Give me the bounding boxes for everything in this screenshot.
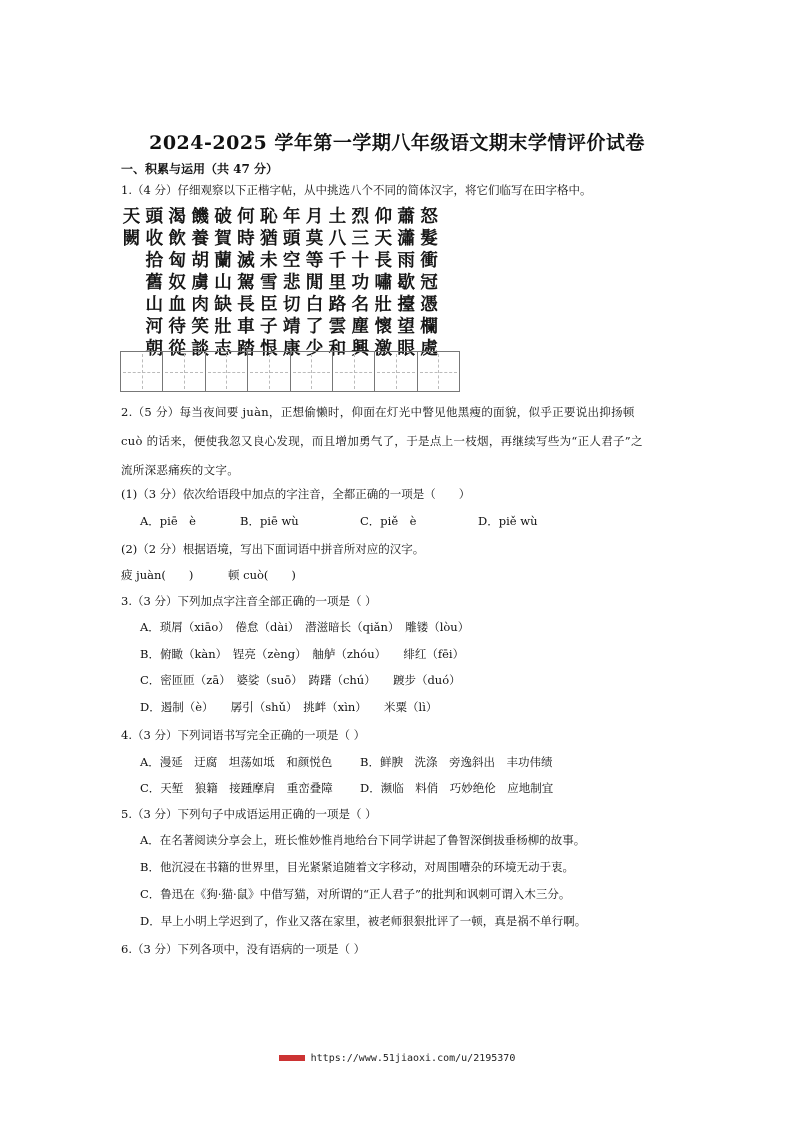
- q5-option-d[interactable]: D．早上小明上学迟到了，作业又落在家里，被老师狠狠批评了一顿，真是祸不单行啊。: [140, 914, 587, 928]
- calligraphy-char: 志: [214, 338, 232, 359]
- calligraphy-char: 未: [259, 250, 278, 271]
- question-6-stem: 6.（3 分）下列各项中，没有语病的一项是（ ）: [121, 942, 366, 956]
- calligraphy-char: 頭: [145, 206, 164, 227]
- calligraphy-char: 談: [191, 338, 209, 359]
- calligraphy-char: 舊: [145, 272, 164, 293]
- site-logo-icon: [279, 1055, 305, 1061]
- calligraphy-char: 少: [305, 338, 324, 359]
- q4-option-c[interactable]: C．天堑 狼籍 接踵摩肩 重峦叠障: [140, 781, 333, 795]
- calligraphy-char: 駕: [237, 272, 255, 293]
- calligraphy-char: 河: [145, 316, 164, 337]
- q4-option-b[interactable]: B．鲜腴 洗涤 旁逸斜出 丰功伟绩: [360, 755, 553, 769]
- q2-option-a[interactable]: A．piē è: [140, 514, 196, 528]
- calligraphy-row: [120, 294, 440, 316]
- calligraphy-char: 憑: [420, 294, 438, 315]
- tianzige-cell[interactable]: [375, 352, 417, 391]
- tianzige-cell[interactable]: [418, 352, 459, 391]
- calligraphy-copybook: [120, 206, 440, 360]
- calligraphy-char: 血: [168, 294, 187, 315]
- calligraphy-char: 蕭: [397, 206, 415, 227]
- calligraphy-row: [120, 316, 440, 338]
- tianzige-cell[interactable]: [121, 352, 163, 391]
- calligraphy-char: 懷: [374, 316, 393, 337]
- calligraphy-char: 十: [351, 250, 370, 271]
- calligraphy-char: 虜: [191, 272, 209, 293]
- footer-url[interactable]: https://www.51jiaoxi.com/u/2195370: [310, 1053, 516, 1064]
- calligraphy-char: 收: [145, 228, 164, 249]
- calligraphy-char: 怒: [420, 206, 438, 227]
- calligraphy-row: [120, 250, 440, 272]
- calligraphy-char: 興: [351, 338, 370, 359]
- calligraphy-char: 髮: [420, 228, 438, 249]
- calligraphy-char: 空: [282, 250, 301, 271]
- calligraphy-char: 壯: [374, 294, 393, 315]
- calligraphy-char: 踏: [237, 338, 255, 359]
- calligraphy-char: 擡: [397, 294, 415, 315]
- question-4-stem: 4.（3 分）下列词语书写完全正确的一项是（ ）: [121, 728, 366, 742]
- tianzige-cell[interactable]: [206, 352, 248, 391]
- calligraphy-char: 雪: [259, 272, 278, 293]
- calligraphy-char: 功: [351, 272, 370, 293]
- calligraphy-char: 恨: [259, 338, 278, 359]
- calligraphy-char: 何: [237, 206, 255, 227]
- q2-option-b[interactable]: B．piē wù: [240, 514, 299, 528]
- question-2-sub1: (1)（3 分）依次给语段中加点的字注音，全都正确的一项是（ ）: [121, 487, 471, 501]
- page-footer: [0, 1053, 794, 1064]
- calligraphy-char: 了: [305, 316, 324, 337]
- calligraphy-char: 缺: [214, 294, 232, 315]
- calligraphy-char: 閒: [305, 272, 324, 293]
- calligraphy-char: 恥: [259, 206, 278, 227]
- calligraphy-char: 月: [305, 206, 324, 227]
- q3-option-a[interactable]: A．琐屑（xiāo） 倦怠（dài） 潜滋暗长（qiǎn） 雕镂（lòu）: [140, 620, 470, 634]
- calligraphy-char: 飲: [168, 228, 187, 249]
- calligraphy-char: 笑: [191, 316, 209, 337]
- question-5-stem: 5.（3 分）下列句子中成语运用正确的一项是（ ）: [121, 807, 377, 821]
- calligraphy-char: 雨: [397, 250, 415, 271]
- calligraphy-char: 眼: [397, 338, 415, 359]
- calligraphy-char: 激: [374, 338, 393, 359]
- question-2-sub2: (2)（2 分）根据语境，写出下面词语中拼音所对应的汉字。: [121, 542, 425, 556]
- q2-blank-cuo[interactable]: 顿 cuò( ): [228, 568, 296, 582]
- q2-option-c[interactable]: C．piě è: [360, 514, 417, 528]
- calligraphy-char: 欄: [420, 316, 438, 337]
- tianzige-cell[interactable]: [333, 352, 375, 391]
- q2-blank-juan[interactable]: 疲 juàn( ): [121, 568, 194, 582]
- calligraphy-char: 三: [351, 228, 370, 249]
- calligraphy-char: 和: [328, 338, 347, 359]
- calligraphy-char: 破: [214, 206, 232, 227]
- exam-title: 2024-2025 学年第一学期八年级语文期末学情评价试卷: [149, 132, 645, 154]
- calligraphy-char: 時: [237, 228, 255, 249]
- calligraphy-char: 雲: [328, 316, 347, 337]
- calligraphy-char: 臣: [259, 294, 278, 315]
- calligraphy-char: 康: [282, 338, 301, 359]
- q4-option-a[interactable]: A．漫延 迂腐 坦荡如坻 和颜悦色: [140, 755, 333, 769]
- calligraphy-char: 山: [214, 272, 232, 293]
- calligraphy-char: 長: [374, 250, 393, 271]
- question-2-passage: 2.（5 分）每当夜间要 juàn，正想偷懒时，仰面在灯光中瞥见他黑瘦的面貌，似乎正要说出抑扬顿 cuò 的话来，便使我忽又良心发现，而且增加勇气了，于是点上一枝烟，再继续写些为“正人君子”之流所深恶痛疾的文字。: [121, 405, 643, 477]
- calligraphy-char: 山: [145, 294, 164, 315]
- calligraphy-char: 路: [328, 294, 347, 315]
- q2-option-d[interactable]: D．piě wù: [478, 514, 538, 528]
- calligraphy-row: [120, 206, 440, 228]
- calligraphy-char: 養: [191, 228, 209, 249]
- q3-option-c[interactable]: C．密匝匝（zā） 婆娑（suō） 踌躇（chú） 踱步（duó）: [140, 673, 461, 687]
- calligraphy-char: 靖: [282, 316, 301, 337]
- calligraphy-char: 名: [351, 294, 370, 315]
- q5-option-b[interactable]: B．他沉浸在书籍的世界里，目光紧紧追随着文字移动，对周围嘈杂的环境无动于衷。: [140, 860, 574, 874]
- calligraphy-char: 拾: [145, 250, 164, 271]
- calligraphy-char: 饑: [191, 206, 209, 227]
- calligraphy-char: 肉: [191, 294, 209, 315]
- calligraphy-char: 仰: [374, 206, 393, 227]
- calligraphy-char: 里: [328, 272, 347, 293]
- calligraphy-char: 切: [282, 294, 301, 315]
- calligraphy-char: 匈: [168, 250, 187, 271]
- calligraphy-char: 朝: [145, 338, 164, 359]
- calligraphy-char: 悲: [282, 272, 301, 293]
- calligraphy-char: 歇: [397, 272, 415, 293]
- calligraphy-char: 胡: [191, 250, 209, 271]
- calligraphy-char: 白: [305, 294, 324, 315]
- calligraphy-char: 冠: [420, 272, 438, 293]
- calligraphy-char: 土: [328, 206, 347, 227]
- calligraphy-char: 車: [237, 316, 255, 337]
- calligraphy-char: 闕: [122, 228, 141, 249]
- calligraphy-char: 天: [122, 206, 141, 227]
- calligraphy-char: 頭: [282, 228, 301, 249]
- calligraphy-char: 壯: [214, 316, 232, 337]
- q3-option-d[interactable]: D．遏制（è） 孱引（shǔ） 挑衅（xìn） 米粟（lì）: [140, 700, 438, 714]
- calligraphy-char: 待: [168, 316, 187, 337]
- q5-option-c[interactable]: C．鲁迅在《狗·猫·鼠》中借写猫，对所谓的“正人君子”的批判和讽刺可谓入木三分。: [140, 887, 571, 901]
- calligraphy-char: 望: [397, 316, 415, 337]
- calligraphy-row: [120, 272, 440, 294]
- q5-option-a[interactable]: A．在名著阅读分享会上，班长惟妙惟肖地给台下同学讲起了鲁智深倒拔垂杨柳的故事。: [140, 833, 586, 847]
- calligraphy-char: 猶: [259, 228, 278, 249]
- q3-option-b[interactable]: B．俯瞰（kàn） 锃亮（zèng） 舳舻（zhóu） 绯红（fēi）: [140, 647, 465, 661]
- calligraphy-char: 瀟: [397, 228, 415, 249]
- section-heading: 一、积累与运用（共 47 分）: [121, 162, 279, 176]
- tianzige-cell[interactable]: [163, 352, 205, 391]
- calligraphy-char: 塵: [351, 316, 370, 337]
- calligraphy-row: [120, 228, 440, 250]
- calligraphy-char: 年: [282, 206, 301, 227]
- calligraphy-char: 衝: [420, 250, 438, 271]
- calligraphy-char: 天: [374, 228, 393, 249]
- calligraphy-char: 烈: [351, 206, 370, 227]
- calligraphy-char: 等: [305, 250, 324, 271]
- question-3-stem: 3.（3 分）下列加点字注音全部正确的一项是（ ）: [121, 594, 377, 608]
- q4-option-d[interactable]: D．濒临 料俏 巧妙绝伦 应地制宜: [360, 781, 554, 795]
- calligraphy-char: 蘭: [214, 250, 232, 271]
- calligraphy-char: 莫: [305, 228, 324, 249]
- calligraphy-char: 子: [259, 316, 278, 337]
- calligraphy-char: 千: [328, 250, 347, 271]
- calligraphy-char: 嘯: [374, 272, 393, 293]
- calligraphy-char: 處: [420, 338, 438, 359]
- tianzige-cell[interactable]: [291, 352, 333, 391]
- calligraphy-char: 長: [237, 294, 255, 315]
- calligraphy-char: 從: [168, 338, 187, 359]
- calligraphy-char: 八: [328, 228, 347, 249]
- calligraphy-char: 渴: [168, 206, 187, 227]
- tianzige-cell[interactable]: [248, 352, 290, 391]
- calligraphy-char: 賀: [214, 228, 232, 249]
- question-1-stem: 1.（4 分）仔细观察以下正楷字帖，从中挑选八个不同的简体汉字，将它们临写在田字格中。: [121, 183, 592, 197]
- calligraphy-char: 滅: [237, 250, 255, 271]
- calligraphy-char: 奴: [168, 272, 187, 293]
- tianzige-grid: [120, 351, 460, 392]
